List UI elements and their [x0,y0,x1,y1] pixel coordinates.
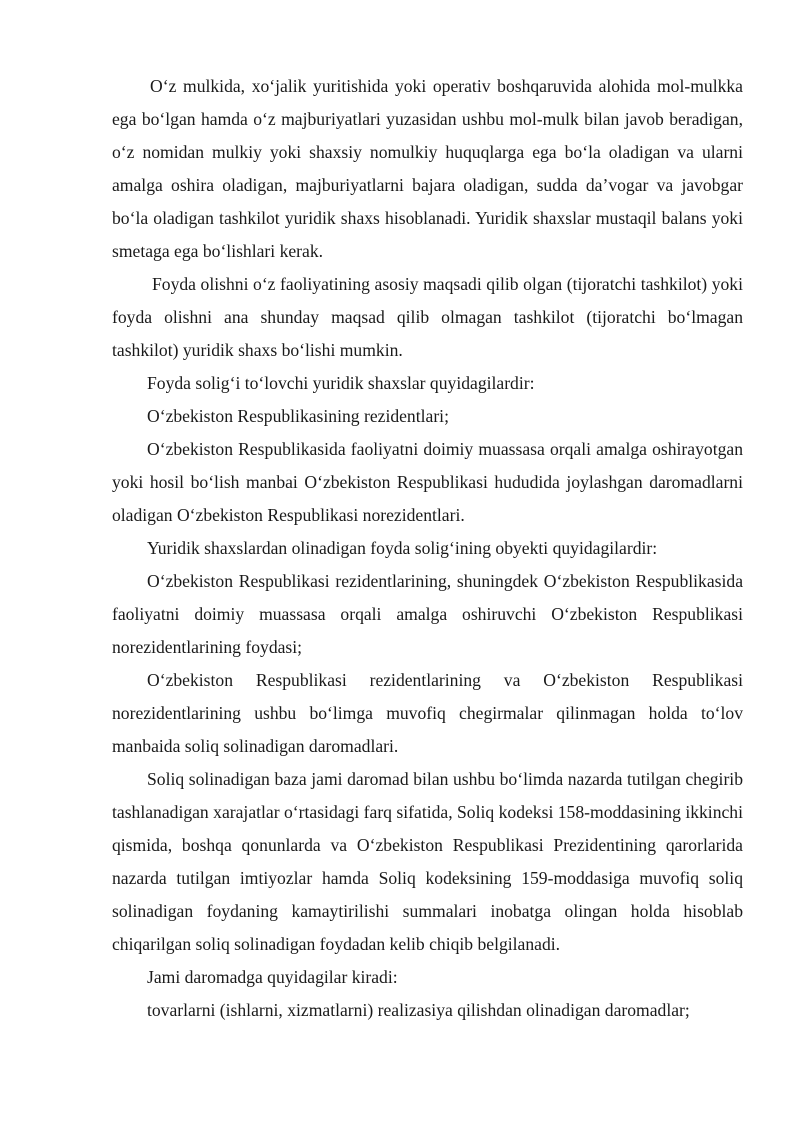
paragraph-nonresidents: O‘zbekiston Respublikasida faoliyatni doimiy muassasa orqali amalga oshirayotgan yoki hosil bo‘lish manbai O‘zbekiston Respublikasi hududida joylashgan daromadlarni oladigan O‘zbekiston Respublikasi norezidentlari. [112,439,743,525]
paragraph-tax-object-intro: Yuridik shaxslardan olinadigan foyda solig‘ining obyekti quyidagilardir: [147,538,658,558]
document-page [112,70,743,1027]
paragraph-tax-object-profit: O‘zbekiston Respublikasi rezidentlarining, shuningdek O‘zbekiston Respublikasida faoliyatni doimiy muassasa orqali amalga oshiruvchi O‘zbekiston Respublikasi norezidentlarining foydasi; [112,571,743,657]
paragraph-legal-entity-definition: O‘z mulkida, xo‘jalik yuritishida yoki operativ boshqaruvida alohida mol-mulkka ega bo‘lgan hamda o‘z majburiyatlari yuzasidan ushbu mol-mulk bilan javob beradigan, o‘z nomidan mulkiy yoki shaxsiy nomulkiy huquqlarga ega bo‘la oladigan va ularni amalga oshira oladigan, majburiyatlarni bajara oladigan, sudda da’vogar va javobgar bo‘la oladigan tashkilot yuridik shaxs hisoblanadi. Yuridik shaxslar mustaqil balans yoki smetaga ega bo‘lishlari kerak. [112,76,743,261]
paragraph-tax-object-income: O‘zbekiston Respublikasi rezidentlarining va O‘zbekiston Respublikasi norezidentlarining ushbu bo‘limga muvofiq chegirmalar qilinmagan holda to‘lov manbaida soliq solinadigan daromadlari. [112,670,743,756]
paragraph-sales-income: tovarlarni (ishlarni, xizmatlarni) realizasiya qilishdan olinadigan daromadlar; [147,1000,690,1020]
paragraph-residents: O‘zbekiston Respublikasining rezidentlari; [147,406,449,426]
paragraph-commercial-noncommercial: Foyda olishni o‘z faoliyatining asosiy maqsadi qilib olgan (tijoratchi tashkilot) yoki foyda olishni ana shunday maqsad qilib olmagan tashkilot (tijoratchi bo‘lmagan tashkilot) yuridik shaxs bo‘lishi mumkin. [112,274,743,360]
paragraph-total-income-intro: Jami daromadga quyidagilar kiradi: [147,967,398,987]
paragraph-taxpayers-intro: Foyda solig‘i to‘lovchi yuridik shaxslar quyidagilardir: [147,373,535,393]
paragraph-tax-base: Soliq solinadigan baza jami daromad bilan ushbu bo‘limda nazarda tutilgan chegirib tashlanadigan xarajatlar o‘rtasidagi farq sifatida, Soliq kodeksi 158-moddasining ikkinchi qismida, boshqa qonunlarda va O‘zbekiston Respublikasi Prezidentining qarorlarida nazarda tutilgan imtiyozlar hamda Soliq kodeksining 159-moddasiga muvofiq soliq solinadigan foydaning kamaytirilishi summalari inobatga olingan holda hisoblab chiqarilgan soliq solinadigan foydadan kelib chiqib belgilanadi. [112,769,743,954]
